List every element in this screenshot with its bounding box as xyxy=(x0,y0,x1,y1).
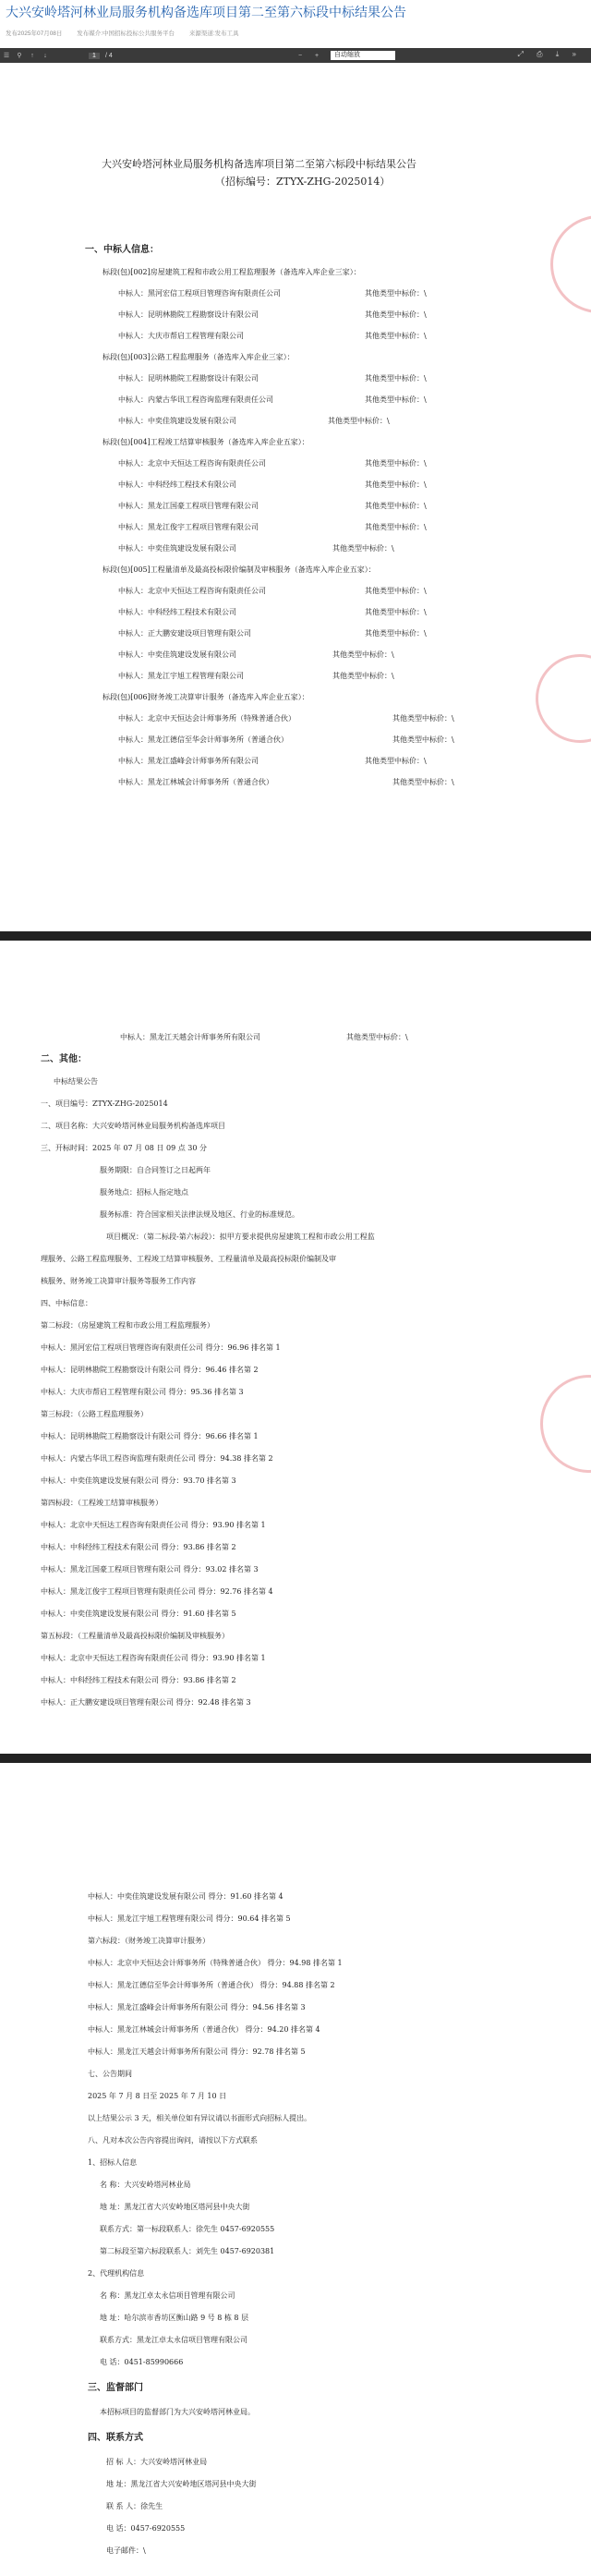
winner-price: 其他类型中标价：\ xyxy=(365,587,427,595)
page-total: / 4 xyxy=(105,52,113,59)
lot-heading: 第六标段：（财务竣工决算审计服务） xyxy=(88,1937,210,1945)
winner-name: 中标人：黑龙江德信至华会计师事务所（普通合伙） xyxy=(118,735,288,744)
winner-name: 中标人：黑龙江天越会计师事务所有限公司 xyxy=(120,1033,260,1041)
winner-name: 中标人：中科经纬工程技术有限公司 xyxy=(118,608,236,616)
search-icon[interactable]: ⚲ xyxy=(17,53,22,59)
winner-name: 中标人：黑龙江俊宇工程项目管理有限公司 xyxy=(118,523,259,531)
page-number-input[interactable]: 1 xyxy=(89,53,100,59)
zoom-select[interactable]: 自动缩放 xyxy=(331,51,395,60)
service-place: 服务地点：招标人指定地点 xyxy=(100,1188,188,1197)
winner-price: 其他类型中标价：\ xyxy=(365,310,427,319)
page-gap xyxy=(0,931,591,941)
winner-price: 其他类型中标价：\ xyxy=(392,778,454,786)
score-row: 中标人：黑龙江林城会计师事务所（普通合伙） 得分：94.20 排名第 4 xyxy=(88,2025,320,2034)
objection-note: 以上结果公示 3 天，相关单位如有异议请以书面形式向招标人提出。 xyxy=(88,2114,312,2122)
lot-heading: 标段(包)[006]财务竣工决算审计服务（备选库入库企业五家）： xyxy=(103,693,309,701)
inquiry-heading: 八、凡对本次公告内容提出询问，请按以下方式联系 xyxy=(88,2136,258,2145)
winner-price: 其他类型中标价：\ xyxy=(365,459,427,468)
official-seal-stamp xyxy=(536,654,591,743)
winner-name: 中标人：黑河宏信工程项目管理咨询有限责任公司 xyxy=(118,289,281,298)
document-title: 大兴安岭塔河林业局服务机构备选库项目第二至第六标段中标结果公告 xyxy=(102,158,416,170)
contact-phone: 电 话：0451-85990666 xyxy=(100,2358,184,2366)
score-row: 中标人：昆明林勘院工程勘察设计有限公司 得分：96.46 排名第 2 xyxy=(41,1366,259,1374)
score-row: 中标人：内蒙古华讯工程咨询监理有限责任公司 得分：94.38 排名第 2 xyxy=(41,1454,273,1463)
pdf-page-2 xyxy=(0,941,591,1754)
winner-name: 中标人：内蒙古华讯工程咨询监理有限责任公司 xyxy=(118,395,273,404)
section-heading: 一、中标人信息： xyxy=(85,245,159,255)
winner-price: 其他类型中标价：\ xyxy=(365,502,427,510)
scope-text: 项目概况：（第二标段-第六标段）：拟甲方要求提供房屋建筑工程和市政公用工程监 xyxy=(106,1233,375,1241)
viewer-tools-icon[interactable]: ⤢ ⎙ ⤓ » xyxy=(517,50,582,58)
score-row: 中标人：昆明林勘院工程勘察设计有限公司 得分：96.66 排名第 1 xyxy=(41,1432,259,1440)
award-info-heading: 四、中标信息： xyxy=(41,1299,92,1307)
contact-email: 电子邮件：\ xyxy=(106,2546,146,2555)
winner-name: 中标人：中科经纬工程技术有限公司 xyxy=(118,480,236,489)
winner-name: 中标人：黑龙江宇旭工程管理有限公司 xyxy=(118,672,244,680)
notice-label: 中标结果公告 xyxy=(54,1077,98,1086)
winner-price: 其他类型中标价：\ xyxy=(365,757,427,765)
winner-price: 其他类型中标价：\ xyxy=(365,395,427,404)
publish-date: 发布2025年07月08日 xyxy=(6,30,63,37)
pdf-page-1 xyxy=(0,63,591,931)
score-row: 中标人：黑龙江天越会计师事务所有限公司 得分：92.78 排名第 5 xyxy=(88,2047,306,2056)
service-standard: 服务标准：符合国家相关法律法规及地区、行业的标准规范。 xyxy=(100,1210,299,1219)
winner-price: 其他类型中标价：\ xyxy=(365,523,427,531)
winner-name: 中标人：北京中天恒达工程咨询有限责任公司 xyxy=(118,459,266,468)
winner-price: 其他类型中标价：\ xyxy=(332,672,394,680)
score-row: 中标人：黑龙江盛峰会计师事务所有限公司 得分：94.56 排名第 3 xyxy=(88,2003,306,2011)
next-page-icon[interactable]: ↓ xyxy=(43,52,47,59)
contact-address: 地 址：哈尔滨市香坊区衡山路 9 号 8 栋 8 层 xyxy=(100,2314,249,2322)
winner-price: 其他类型中标价：\ xyxy=(332,650,394,659)
contact-address: 地 址：黑龙江省大兴安岭地区塔河县中央大街 xyxy=(100,2203,250,2211)
winner-name: 中标人：北京中天恒达工程咨询有限责任公司 xyxy=(118,587,266,595)
winner-name: 中标人：北京中天恒达会计师事务所（特殊普通合伙） xyxy=(118,714,296,723)
winner-name: 中标人：黑龙江林城会计师事务所（普通合伙） xyxy=(118,778,273,786)
winner-price: 其他类型中标价：\ xyxy=(365,289,427,298)
score-row: 中标人：大庆市帮启工程管理有限公司 得分：95.36 排名第 3 xyxy=(41,1388,244,1396)
contact-person: 联系方式：黑龙江卓太永信项目管理有限公司 xyxy=(100,2336,247,2344)
scope-text: 核服务、财务竣工决算审计服务等服务工作内容 xyxy=(41,1277,196,1285)
lot-heading: 标段(包)[004]工程竣工结算审核服务（备选库入库企业五家）： xyxy=(103,438,309,446)
score-row: 中标人：中奕佳筑建设发展有限公司 得分：91.60 排名第 5 xyxy=(41,1610,236,1618)
document-subtitle: （招标编号：ZTYX-ZHG-2025014） xyxy=(215,176,391,188)
supervisor-text: 本招标项目的监督部门为大兴安岭塔河林业局。 xyxy=(100,2408,255,2416)
winner-price: 其他类型中标价：\ xyxy=(346,1033,408,1041)
bid-opening-time: 三、开标时间：2025 年 07 月 08 日 09 点 30 分 xyxy=(41,1144,207,1152)
winner-name: 中标人：大庆市帮启工程管理有限公司 xyxy=(118,332,244,340)
score-row: 中标人：黑龙江宇旭工程管理有限公司 得分：90.64 排名第 5 xyxy=(88,1914,291,1923)
pdf-page-3 xyxy=(0,1763,591,2576)
score-row: 中标人：北京中天恒达工程咨询有限责任公司 得分：93.90 排名第 1 xyxy=(41,1654,266,1662)
winner-name: 中标人：黑龙江国豪工程项目管理有限公司 xyxy=(118,502,259,510)
publish-meta xyxy=(6,29,252,37)
score-row: 中标人：北京中天恒达工程咨询有限责任公司 得分：93.90 排名第 1 xyxy=(41,1521,266,1529)
contact-name: 名 称：黑龙江卓太永信项目管理有限公司 xyxy=(100,2291,235,2300)
service-time: 服务期限：自合同签订之日起两年 xyxy=(100,1166,211,1174)
contact-address: 地 址：黑龙江省大兴安岭地区塔河县中央大街 xyxy=(106,2480,257,2488)
score-row: 中标人：中奕佳筑建设发展有限公司 得分：93.70 排名第 3 xyxy=(41,1476,236,1485)
page-title: 大兴安岭塔河林业局服务机构备选库项目第二至第六标段中标结果公告 xyxy=(6,5,406,19)
zoom-in-icon[interactable]: + xyxy=(314,52,320,59)
winner-price: 其他类型中标价：\ xyxy=(392,735,454,744)
score-row: 中标人：中科经纬工程技术有限公司 得分：93.86 排名第 2 xyxy=(41,1676,236,1684)
winner-name: 中标人：中奕佳筑建设发展有限公司 xyxy=(118,417,236,425)
section-heading: 二、其他： xyxy=(41,1054,87,1064)
contact-person: 联 系 人：徐先生 xyxy=(106,2502,163,2510)
lot-heading: 标段(包)[002]房屋建筑工程和市政公用工程监理服务（备选库入库企业三家）： xyxy=(103,268,361,276)
notice-period-heading: 七、公告期间 xyxy=(88,2070,132,2078)
contact-phone: 电 话：0457-6920555 xyxy=(106,2524,186,2533)
section-heading: 三、监督部门 xyxy=(88,2383,143,2393)
section-heading: 四、联系方式 xyxy=(88,2433,143,2443)
winner-price: 其他类型中标价：\ xyxy=(365,608,427,616)
winner-price: 其他类型中标价：\ xyxy=(332,544,394,553)
winner-name: 中标人：昆明林勘院工程勘察设计有限公司 xyxy=(118,310,259,319)
lot-heading: 标段(包)[005]工程量清单及最高投标限价编制及审核服务（备选库入库企业五家）： xyxy=(103,565,376,574)
notice-period: 2025 年 7 月 8 日至 2025 年 7 月 10 日 xyxy=(88,2092,227,2100)
score-row: 中标人：中奕佳筑建设发展有限公司 得分：91.60 排名第 4 xyxy=(88,1892,283,1901)
lot-heading: 第二标段：（房屋建筑工程和市政公用工程监理服务） xyxy=(41,1321,214,1330)
scope-text: 理服务、公路工程监理服务、工程竣工结算审核服务、工程量清单及最高投标限价编制及审 xyxy=(41,1255,336,1263)
winner-name: 中标人：中奕佳筑建设发展有限公司 xyxy=(118,650,236,659)
score-row: 中标人：黑龙江俊宇工程项目管理有限责任公司 得分：92.76 排名第 4 xyxy=(41,1587,273,1596)
winner-name: 中标人：中奕佳筑建设发展有限公司 xyxy=(118,544,236,553)
lot-heading: 第五标段：（工程量清单及最高投标限价编制及审核服务） xyxy=(41,1632,229,1640)
publish-source: 来源渠道:发布工具 xyxy=(188,30,239,37)
contact-name: 招 标 人：大兴安岭塔河林业局 xyxy=(106,2458,208,2466)
prev-page-icon[interactable]: ↑ xyxy=(30,52,34,59)
project-name: 二、项目名称：大兴安岭塔河林业局服务机构备选库项目 xyxy=(41,1122,225,1130)
contact-heading: 1、招标人信息 xyxy=(88,2158,138,2167)
winner-name: 中标人：正大鹏安建设项目管理有限公司 xyxy=(118,629,251,638)
page-gap xyxy=(0,1754,591,1763)
zoom-out-icon[interactable]: − xyxy=(297,52,303,59)
winner-price: 其他类型中标价：\ xyxy=(365,480,427,489)
lot-heading: 第三标段：（公路工程监理服务） xyxy=(41,1410,148,1418)
score-row: 中标人：正大鹏安建设项目管理有限公司 得分：92.48 排名第 3 xyxy=(41,1698,251,1707)
score-row: 中标人：中科经纬工程技术有限公司 得分：93.86 排名第 2 xyxy=(41,1543,236,1551)
score-row: 中标人：黑龙江德信至华会计师事务所（普通合伙） 得分：94.88 排名第 2 xyxy=(88,1981,335,1989)
project-number: 一、项目编号：ZTYX-ZHG-2025014 xyxy=(41,1100,168,1108)
score-row: 中标人：黑河宏信工程项目管理咨询有限责任公司 得分：96.96 排名第 1 xyxy=(41,1343,281,1352)
sidebar-toggle-icon[interactable]: ☰ xyxy=(3,53,10,59)
contact-person: 联系方式：第一标段联系人：徐先生 0457-6920555 xyxy=(100,2225,275,2233)
winner-price: 其他类型中标价：\ xyxy=(392,714,454,723)
contact-name: 名 称：大兴安岭塔河林业局 xyxy=(100,2181,191,2189)
contact-person: 第二标段至第六标段联系人：刘先生 0457-6920381 xyxy=(100,2247,275,2255)
pdf-viewer-toolbar xyxy=(0,48,591,63)
winner-name: 中标人：昆明林勘院工程勘察设计有限公司 xyxy=(118,374,259,383)
winner-name: 中标人：黑龙江盛峰会计师事务所有限公司 xyxy=(118,757,259,765)
winner-price: 其他类型中标价：\ xyxy=(365,332,427,340)
publish-platform: 发布媒介:中国招标投标公共服务平台 xyxy=(77,30,175,37)
winner-price: 其他类型中标价：\ xyxy=(328,417,390,425)
winner-price: 其他类型中标价：\ xyxy=(365,629,427,638)
winner-price: 其他类型中标价：\ xyxy=(365,374,427,383)
contact-heading: 2、代理机构信息 xyxy=(88,2269,145,2278)
lot-heading: 标段(包)[003]公路工程监理服务（备选库入库企业三家）： xyxy=(103,353,295,361)
official-seal-stamp xyxy=(540,1375,591,1473)
score-row: 中标人：黑龙江国豪工程项目管理有限公司 得分：93.02 排名第 3 xyxy=(41,1565,259,1574)
official-seal-stamp xyxy=(550,215,591,313)
score-row: 中标人：北京中天恒达会计师事务所（特殊普通合伙） 得分：94.98 排名第 1 xyxy=(88,1959,343,1967)
lot-heading: 第四标段：（工程竣工结算审核服务） xyxy=(41,1499,163,1507)
